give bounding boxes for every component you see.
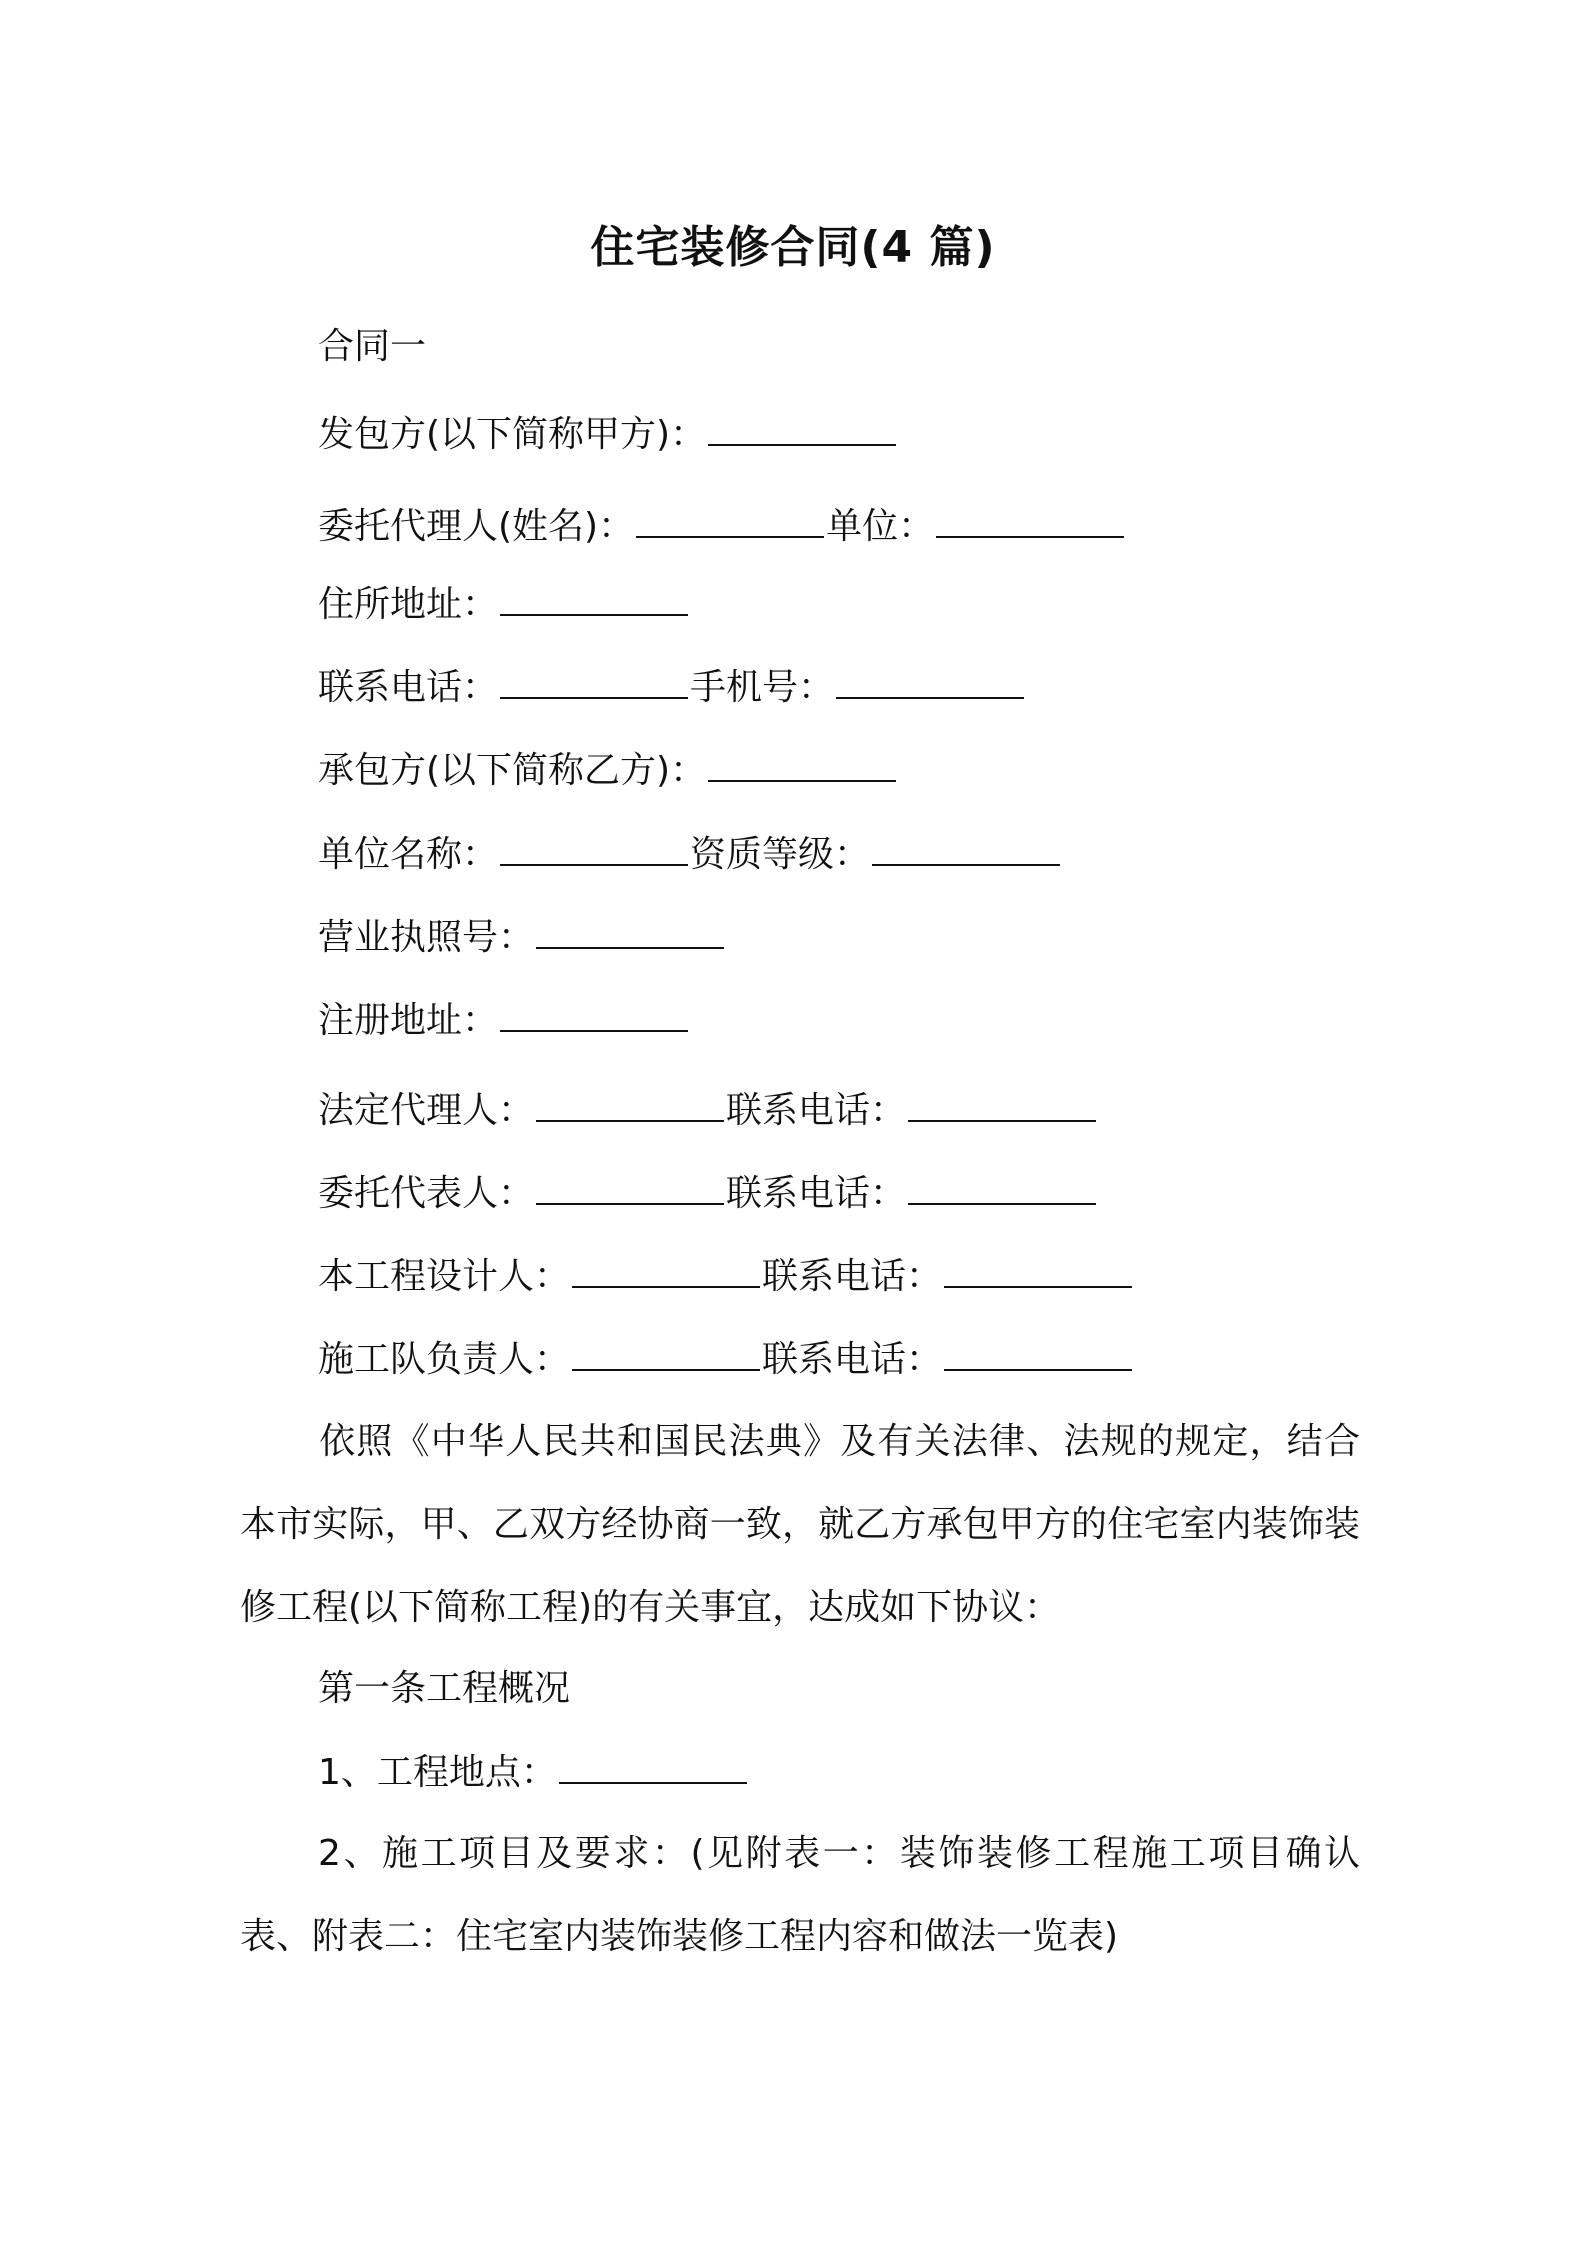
field-label: 委托代理人(姓名)： [318, 506, 635, 547]
blank-underline [500, 834, 688, 866]
field-line [318, 1252, 1134, 1302]
article-heading: 第一条工程概况 [318, 1668, 571, 1709]
field-line [318, 502, 1126, 552]
blank-underline [572, 1339, 760, 1371]
field-second-label: 单位： [826, 506, 935, 547]
field-label: 联系电话： [318, 667, 499, 708]
blank-underline [500, 584, 688, 616]
blank-underline [944, 1339, 1132, 1371]
blank-underline [500, 1000, 688, 1032]
blank-underline [572, 1256, 760, 1288]
field-second-label: 联系电话： [762, 1339, 943, 1380]
blank-underline [708, 750, 896, 782]
blank-underline [536, 1173, 724, 1205]
field-second-label: 联系电话： [726, 1090, 907, 1131]
field-line [318, 1169, 1098, 1219]
field-line [318, 663, 1026, 713]
field-line [318, 1086, 1098, 1136]
blank-underline [944, 1256, 1132, 1288]
field-label: 住所地址： [318, 584, 499, 625]
field-line [318, 746, 898, 796]
blank-underline [536, 1090, 724, 1122]
preamble-text: 依照《中华人民共和国民法典》及有关法律、法规的规定，结合本市实际，甲、乙双方经协商一致，就乙方承包甲方的住宅室内装饰装修工程(以下简称工程)的有关事宜，达成如下协议： [240, 1421, 1360, 1628]
field-second-label: 资质等级： [690, 834, 871, 875]
field-label: 本工程设计人： [318, 1256, 571, 1297]
item-two-text: 2、施工项目及要求：(见附表一：装饰装修工程施工项目确认表、附表二：住宅室内装饰装修工程内容和做法一览表) [240, 1833, 1360, 1957]
field-label: 委托代表人： [318, 1173, 535, 1214]
field-line [318, 1748, 749, 1798]
blank-underline [536, 917, 724, 949]
field-label: 营业执照号： [318, 917, 535, 958]
field-second-label: 联系电话： [726, 1173, 907, 1214]
document-title: 住宅装修合同(4 篇) [590, 222, 996, 273]
field-line [318, 580, 690, 630]
item-two-paragraph [240, 1812, 1360, 1978]
field-line [318, 1335, 1134, 1385]
blank-underline [872, 834, 1060, 866]
field-label: 注册地址： [318, 1000, 499, 1041]
field-label: 法定代理人： [318, 1090, 535, 1131]
blank-underline [636, 506, 824, 538]
blank-underline [908, 1090, 1096, 1122]
blank-underline [708, 414, 896, 446]
section-heading: 合同一 [318, 326, 427, 367]
item-label: 1、工程地点： [318, 1752, 557, 1793]
blank-underline [936, 506, 1124, 538]
field-second-label: 手机号： [690, 667, 835, 708]
blank-underline [559, 1752, 747, 1784]
field-line [318, 830, 1062, 880]
field-label: 施工队负责人： [318, 1339, 571, 1380]
preamble-paragraph [240, 1400, 1360, 1649]
blank-underline [836, 667, 1024, 699]
field-line [318, 996, 690, 1046]
blank-underline [908, 1173, 1096, 1205]
field-label: 单位名称： [318, 834, 499, 875]
field-line [318, 913, 726, 963]
field-label: 发包方(以下简称甲方)： [318, 414, 707, 455]
blank-underline [500, 667, 688, 699]
field-second-label: 联系电话： [762, 1256, 943, 1297]
field-label: 承包方(以下简称乙方)： [318, 750, 707, 791]
field-line [318, 410, 898, 460]
